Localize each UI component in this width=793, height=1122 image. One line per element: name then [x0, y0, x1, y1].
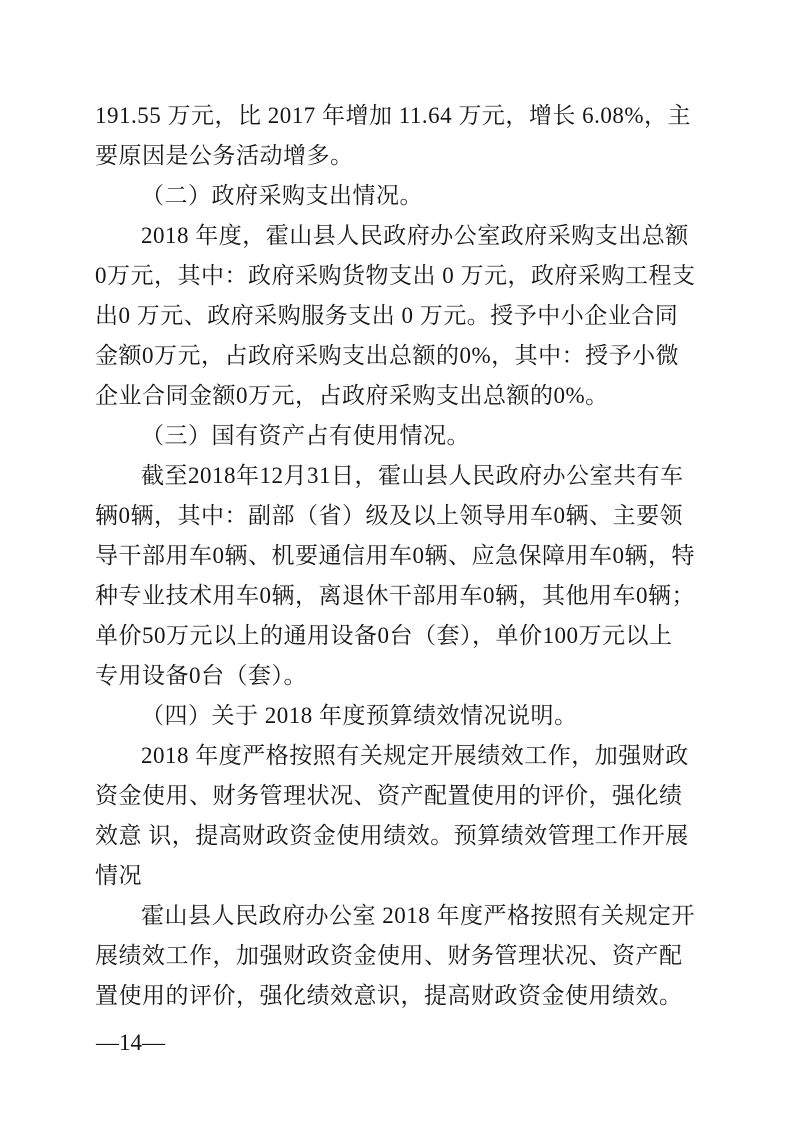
- text-line: 导干部用车0辆、机要通信用车0辆、应急保障用车0辆，特: [95, 543, 695, 568]
- text-line: 霍山县人民政府办公室 2018 年度严格按照有关规定开: [141, 903, 695, 928]
- text-line: 要原因是公务活动增多。: [95, 143, 354, 168]
- text-line: 情况: [95, 863, 142, 888]
- heading-line: （三）国有资产占有使用情况。: [141, 423, 470, 448]
- text-line: 展绩效工作，加强财政资金使用、财务管理状况、资产配: [95, 943, 683, 968]
- text-line: 种专业技术用车0辆，离退休干部用车0辆，其他用车0辆；: [95, 583, 695, 608]
- text-line: 专用设备0台（套）。: [95, 663, 307, 688]
- paragraph-performance: [95, 736, 735, 896]
- text-line: 出0 万元、政府采购服务支出 0 万元。授予中小企业合同: [95, 303, 679, 328]
- text-line: 企业合同金额0万元，占政府采购支出总额的0%。: [95, 383, 609, 408]
- heading-line: （四）关于 2018 年度预算绩效情况说明。: [141, 703, 578, 728]
- page-number: —14—: [96, 1030, 165, 1055]
- paragraph-state-assets: [95, 456, 735, 696]
- text-line: 效意 识，提高财政资金使用绩效。预算绩效管理工作开展: [95, 823, 689, 848]
- text-line: 辆0辆，其中：副部（省）级及以上领导用车0辆、主要领: [95, 503, 683, 528]
- paragraph-continuation: [95, 96, 735, 176]
- text-line: 0万元，其中：政府采购货物支出 0 万元，政府采购工程支: [95, 263, 696, 288]
- text-line: 2018 年度，霍山县人民政府办公室政府采购支出总额: [141, 223, 689, 248]
- section-heading-2: [95, 176, 735, 216]
- heading-line: （二）政府采购支出情况。: [141, 183, 423, 208]
- section-heading-3: [95, 416, 735, 456]
- text-line: 资金使用、财务管理状况、资产配置使用的评价，强化绩: [95, 783, 683, 808]
- section-heading-4: [95, 696, 735, 736]
- text-line: 置使用的评价，强化绩效意识，提高财政资金使用绩效。: [95, 983, 683, 1008]
- text-line: 金额0万元，占政府采购支出总额的0%，其中：授予小微: [95, 343, 680, 368]
- text-line: 截至2018年12月31日，霍山县人民政府办公室共有车: [141, 463, 684, 488]
- document-body: [95, 96, 735, 1016]
- paragraph-performance-detail: [95, 896, 735, 1016]
- text-line: 191.55 万元，比 2017 年增加 11.64 万元，增长 6.08%，主: [95, 103, 692, 128]
- paragraph-procurement: [95, 216, 735, 416]
- text-line: 2018 年度严格按照有关规定开展绩效工作，加强财政: [141, 743, 689, 768]
- text-line: 单价50万元以上的通用设备0台（套），单价100万元以上: [95, 623, 673, 648]
